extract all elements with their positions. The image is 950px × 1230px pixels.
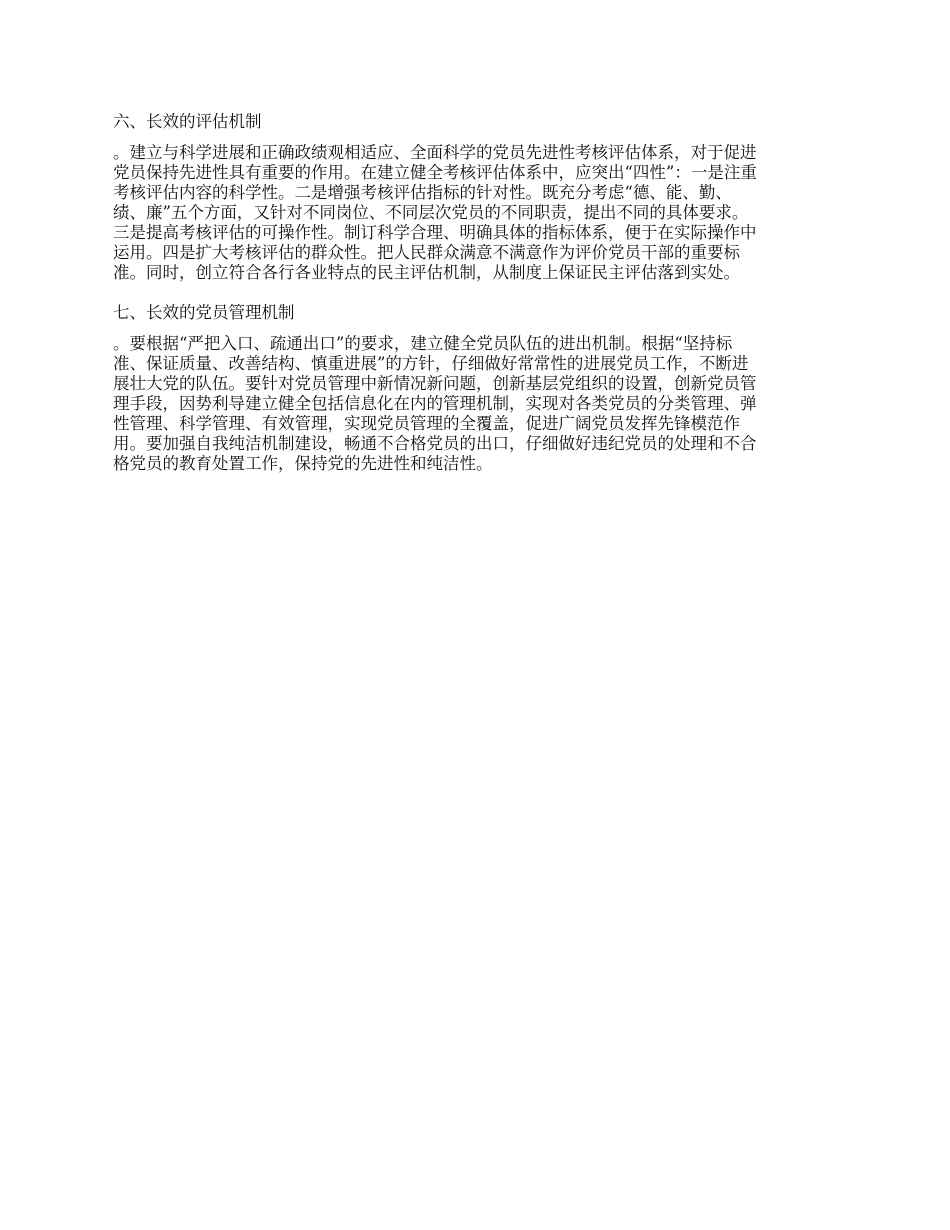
paragraph-line: 考核评估内容的科学性。二是增强考核评估指标的针对性。既充分考虑“德、能、勤、 <box>113 183 732 202</box>
section-heading: 七、长效的党员管理机制 <box>113 303 295 322</box>
paragraph-line: 准。同时，创立符合各行各业特点的民主评估机制，从制度上保证民主评估落到实处。 <box>113 263 740 282</box>
section-member-management <box>113 303 840 474</box>
paragraph-line: 。建立与科学进展和正确政绩观相适应、全面科学的党员先进性考核评估体系，对于促进 <box>113 143 757 162</box>
section-spacer <box>113 283 840 303</box>
paragraph-line: 理手段，因势利导建立健全包括信息化在内的管理机制，实现对各类党员的分类管理、弹 <box>113 394 757 413</box>
paragraph-line: 用。要加强自我纯洁机制建设，畅通不合格党员的出口，仔细做好违纪党员的处理和不合 <box>113 434 757 453</box>
document-page <box>113 112 840 474</box>
paragraph-line: 格党员的教育处置工作，保持党的先进性和纯洁性。 <box>113 454 493 473</box>
paragraph-line: 准、保证质量、改善结构、慎重进展”的方针，仔细做好常常性的进展党员工作，不断进 <box>113 354 749 373</box>
section-heading: 六、长效的评估机制 <box>113 112 262 131</box>
paragraph-line: 运用。四是扩大考核评估的群众性。把人民群众满意不满意作为评价党员干部的重要标 <box>113 243 740 262</box>
paragraph-line: 党员保持先进性具有重要的作用。在建立健全考核评估体系中，应突出“四性”：一是注重 <box>113 163 757 182</box>
section-paragraph <box>113 334 840 474</box>
paragraph-line: 绩、廉”五个方面，又针对不同岗位、不同层次党员的不同职责，提出不同的具体要求。 <box>113 203 749 222</box>
paragraph-line: 展壮大党的队伍。要针对党员管理中新情况新问题，创新基层党组织的设置，创新党员管 <box>113 374 757 393</box>
section-paragraph <box>113 143 840 283</box>
paragraph-line: 。要根据“严把入口、疏通出口”的要求，建立健全党员队伍的进出机制。根据“坚持标 <box>113 334 733 353</box>
paragraph-line: 三是提高考核评估的可操作性。制订科学合理、明确具体的指标体系，便于在实际操作中 <box>113 223 757 242</box>
paragraph-line: 性管理、科学管理、有效管理，实现党员管理的全覆盖，促进广阔党员发挥先锋模范作 <box>113 414 740 433</box>
section-evaluation-mechanism <box>113 112 840 283</box>
